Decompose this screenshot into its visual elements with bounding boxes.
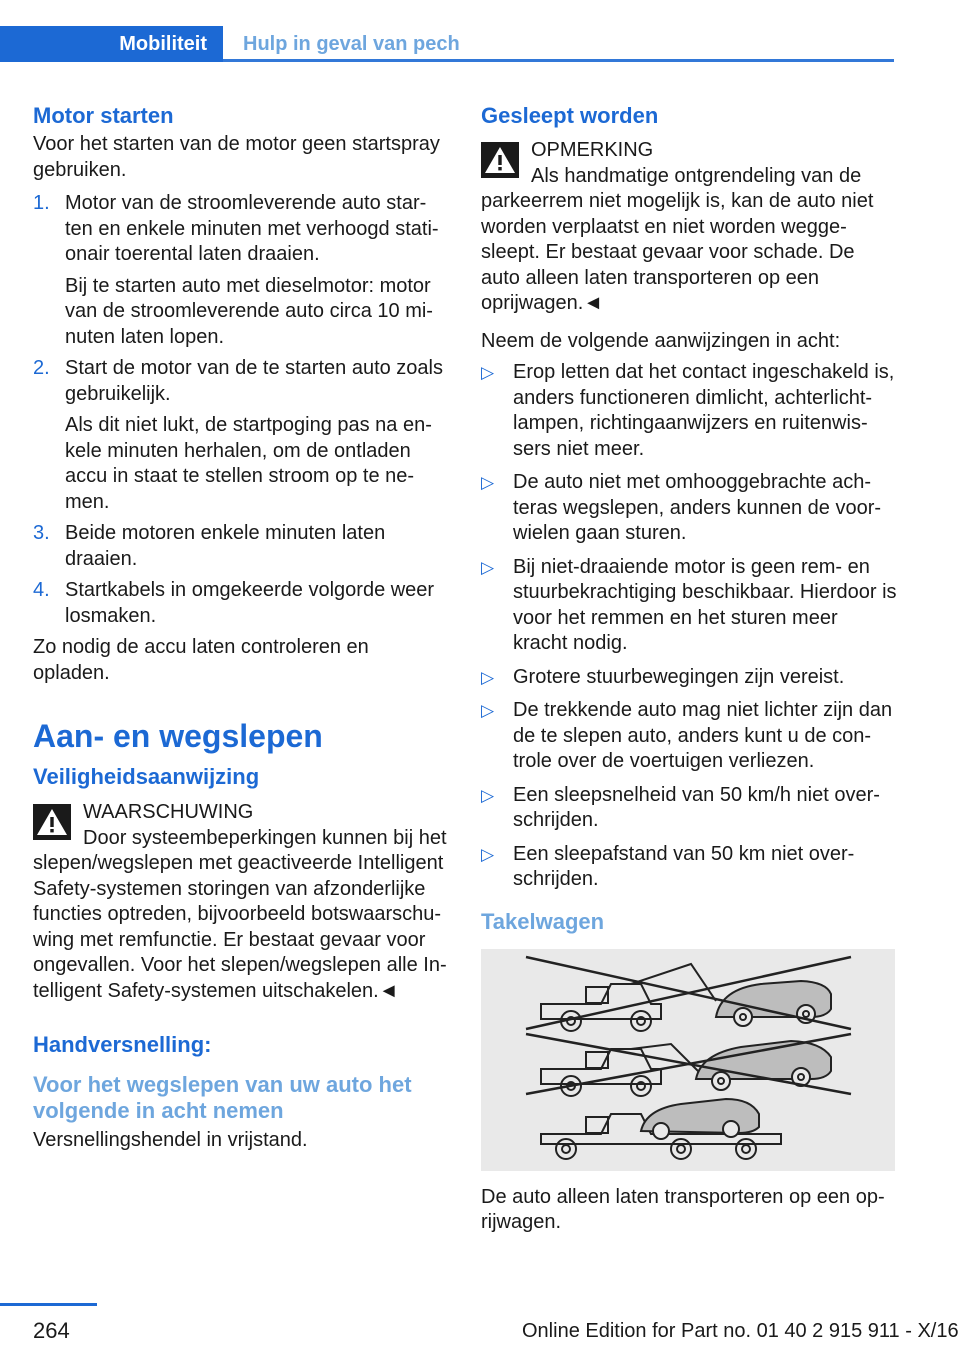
bullet-text: Erop letten dat het contact ingeschakeld is, anders functioneren dimlicht, achterlicht-lampen, richtingaanwijzers en ruitenwis-sers niet meer. [513,361,895,460]
step-subtext: Als dit niet lukt, de startpoging pas na en-kele minuten herhalen, om de ontladen accu in staat te stellen stroom op te ne-men. [65,414,432,513]
bullet-text: Een sleepafstand van 50 km niet over-schrijden. [513,842,855,890]
chapter-heading: Aan- en wegslepen [33,718,323,754]
takelwagen-heading: Takelwagen [481,908,605,934]
note-label: OPMERKING [531,139,654,161]
step-text: Startkabels in omgekeerde volgorde weer losmaken. [65,579,435,627]
right-column [481,100,897,1236]
chapter-tab-mobiliteit[interactable]: Mobiliteit [0,26,223,62]
warning-label: WAARSCHUWING [83,801,254,823]
step-text: Start de motor van de te starten auto zoals gebruikelijk. [65,357,443,405]
step-subtext: Bij te starten auto met dieselmotor: motor van de stroomleverende auto circa 10 mi-nuten laten lopen. [65,274,433,348]
triangle-bullet-icon: ▷ [481,557,495,577]
edition-note: Online Edition for Part no. 01 40 2 915 911 - X/16 [522,1320,959,1342]
bullet-text: Bij niet-draaiende motor is geen rem- en stuurbekrachtiging beschikbaar. Hierdoor is voor het remmen en het sturen meer kracht nodig. [513,555,897,654]
bullets-intro: Neem de volgende aanwijzingen in acht: [481,329,841,352]
list-item [33,521,451,572]
bullet-text: De trekkende auto mag niet lichter zijn dan de te slepen auto, anders kunt u de con-trole over de voertuigen verliezen. [513,699,893,772]
page-header [0,26,894,62]
triangle-bullet-icon: ▷ [481,701,495,720]
bullet-text: Grotere stuurbewegingen zijn vereist. [513,665,845,688]
step-number: 2. [33,357,50,379]
section-tab-hulp[interactable]: Hulp in geval van pech [223,26,894,62]
step-text: Motor van de stroomleverende auto star-ten en enkele minuten met verhoogd stati-onair toerental laten draaien. [65,192,439,265]
page-number: 264 [33,1318,70,1343]
step-number: 4. [33,579,50,601]
footer-divider [0,1303,97,1306]
motor-intro: Voor het starten van de motor geen startspray gebruiken. [33,133,440,181]
step-text: Beide motoren enkele minuten laten draaien. [65,522,386,570]
warning-triangle-icon [481,142,519,178]
warning-text: Door systeembeperkingen kunnen bij het slepen/wegslepen met geactiveerde Intelligent Safety-systemen storingen van afzonderlijke functies optreden, bijvoorbeeld botswaarschu-wing met remfunctie. Er bestaat gevaar voor ongevallen. Voor het slepen/wegslepen alle In-telligent Safety-systemen uitschakelen.◄ [33,826,447,1002]
triangle-bullet-icon: ▷ [481,667,495,687]
list-item [33,191,451,350]
warning-block [33,800,451,1004]
tow-truck-drawing [481,949,895,1171]
note-text: Als handmatige ontgrendeling van de parkeerrem niet mogelijk is, kan de auto niet worden verplaatst en niet worden wegge-sleept. Er bestaat gevaar voor schade. De auto alleen laten transporteren op een oprijwagen.◄ [481,164,874,314]
header-divider [223,59,894,62]
triangle-bullet-icon: ▷ [481,473,495,492]
list-item [481,555,897,657]
list-item [481,665,897,691]
manual-gear-text: Versnellingshendel in vrijstand. [33,1129,308,1151]
list-item [481,842,897,893]
safety-heading: Veiligheidsaanwijzing [33,764,260,789]
list-item [481,360,897,462]
motor-starten-heading: Motor starten [33,103,174,128]
bullet-text: De auto niet met omhooggebrachte ach-teras wegslepen, anders kunnen de voor-wielen gaan sturen. [513,471,882,544]
list-item [481,783,897,834]
list-item [33,578,451,629]
left-column [33,100,451,1154]
step-number: 3. [33,522,50,544]
triangle-bullet-icon: ▷ [481,363,495,382]
gesleept-heading: Gesleept worden [481,103,659,128]
note-block [481,138,897,317]
warning-triangle-icon [33,804,71,840]
triangle-bullet-icon: ▷ [481,785,495,805]
list-item [481,470,897,547]
list-item [481,698,897,775]
manual-gear-heading: Handversnelling: [33,1032,212,1057]
motor-outro: Zo nodig de accu laten controleren en opladen. [33,636,369,684]
manual-gear-subheading: Voor het wegslepen van uw auto het volgende in acht nemen [33,1072,412,1123]
tow-truck-illustration [481,949,895,1171]
start-steps-list [33,191,451,629]
list-item [33,356,451,515]
bullet-text: Een sleepsnelheid van 50 km/h niet over-schrijden. [513,783,880,831]
step-number: 1. [33,192,50,214]
towing-bullets-list [481,360,897,893]
tow-caption: De auto alleen laten transporteren op een op-rijwagen. [481,1185,885,1233]
triangle-bullet-icon: ▷ [481,844,495,864]
